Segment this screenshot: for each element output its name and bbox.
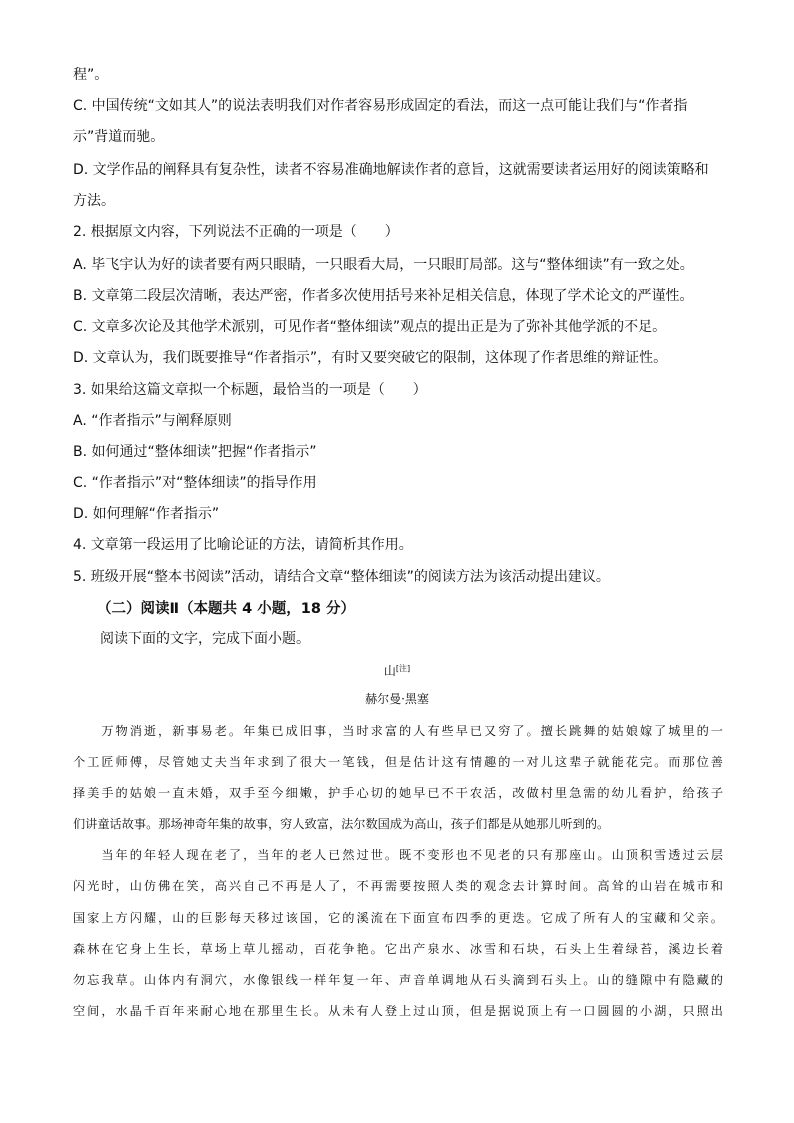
question-line: 5. 班级开展“整本书阅读”活动，请结合文章“整体细读”的阅读方法为该活动提出建议。 bbox=[73, 569, 610, 585]
story-title-text: 山 bbox=[383, 664, 396, 678]
question-line: C. 中国传统“文如其人”的说法表明我们对作者容易形成固定的看法，而这一点可能让我们与“作者指 bbox=[73, 98, 688, 114]
story-title-note: [注] bbox=[395, 664, 411, 673]
question-line: A. “作者指示”与阐释原则 bbox=[73, 413, 232, 429]
question-line: 示”背道而驰。 bbox=[73, 129, 165, 145]
question-line: 方法。 bbox=[73, 193, 115, 209]
question-line: B. 文章第二段层次清晰，表达严密，作者多次使用括号来补足相关信息，体现了学术论文的严谨性。 bbox=[73, 288, 694, 304]
prose-line: 空间，水晶千百年来耐心地在那里生长。从未有人登上过山顶，但是据说顶上有一口圆圆的小湖，只照出 bbox=[73, 1004, 723, 1018]
prose-line: 勿忘我草。山体内有洞穴，水像银线一样年复一年、声音单调地从石头滴到石头上。山的缝隙中有隐藏的 bbox=[73, 973, 723, 987]
question-line: D. 文学作品的阐释具有复杂性，读者不容易准确地解读作者的意旨，这就需要读者运用好的阅读策略和 bbox=[73, 162, 709, 178]
question-line: 4. 文章第一段运用了比喻论证的方法，请简析其作用。 bbox=[73, 537, 413, 553]
prose-line: 个工匠师傅，尽管她丈夫当年求到了很大一笔钱，但是估计这有情趣的一对儿这辈子就能花完。而那位善 bbox=[73, 755, 723, 769]
section-heading: （二）阅读Ⅱ（本题共 4 小题，18 分） bbox=[97, 601, 355, 617]
question-line: D. 文章认为，我们既要推导“作者指示”，有时又要突破它的限制，这体现了作者思维的辩证性。 bbox=[73, 350, 668, 366]
prose-line: 闪光时，山仿佛在笑，高兴自己不再是人了，不再需要按照人类的观念去计算时间。高耸的山岩在城市和 bbox=[73, 879, 723, 893]
prose-line: 森林在它身上生长，草场上草儿摇动，百花争艳。它出产泉水、冰雪和石块，石头上生着绿苔，溪边长着 bbox=[73, 942, 723, 956]
prose-line: 们讲童话故事。那场神奇年集的故事，穷人致富，法尔数国成为高山，孩子们都是从她那儿听到的。 bbox=[73, 817, 610, 831]
question-line: 2. 根据原文内容，下列说法不正确的一项是（ ） bbox=[73, 224, 399, 240]
prose-line: 万物消逝，新事易老。年集已成旧事，当时求富的人有些早已又穷了。擅长跳舞的姑娘嫁了城里的一 bbox=[73, 724, 723, 738]
reading-instruction: 阅读下面的文字，完成下面小题。 bbox=[100, 631, 310, 647]
question-line: 程”。 bbox=[73, 67, 109, 83]
question-line: C. 文章多次论及其他学术派别，可见作者“整体细读”观点的提出正是为了弥补其他学派的不足。 bbox=[73, 319, 667, 335]
question-line: 3. 如果给这篇文章拟一个标题，最恰当的一项是（ ） bbox=[73, 382, 427, 398]
story-title bbox=[0, 661, 794, 679]
prose-line: 当年的年轻人现在老了，当年的老人已然过世。既不变形也不见老的只有那座山。山顶积雪透过云层 bbox=[73, 848, 723, 862]
question-line: D. 如何理解“作者指示” bbox=[73, 506, 220, 522]
question-line: C. “作者指示”对“整体细读”的指导作用 bbox=[73, 475, 317, 491]
story-author: 赫尔曼·黑塞 bbox=[365, 692, 429, 706]
question-line: B. 如何通过“整体细读”把握“作者指示” bbox=[73, 444, 317, 460]
question-line: A. 毕飞宇认为好的读者要有两只眼睛，一只眼看大局，一只眼盯局部。这与“整体细读”有一致之处。 bbox=[73, 257, 694, 273]
prose-line: 国家上方闪耀，山的巨影每天移过该国，它的溪流在下面宣布四季的更迭。它成了所有人的宝藏和父亲。 bbox=[73, 911, 723, 925]
prose-line: 择美手的姑娘一直未婚，双手至今细嫩，护手心切的她早已不干农活，改做村里急需的幼儿看护，给孩子 bbox=[73, 786, 723, 800]
